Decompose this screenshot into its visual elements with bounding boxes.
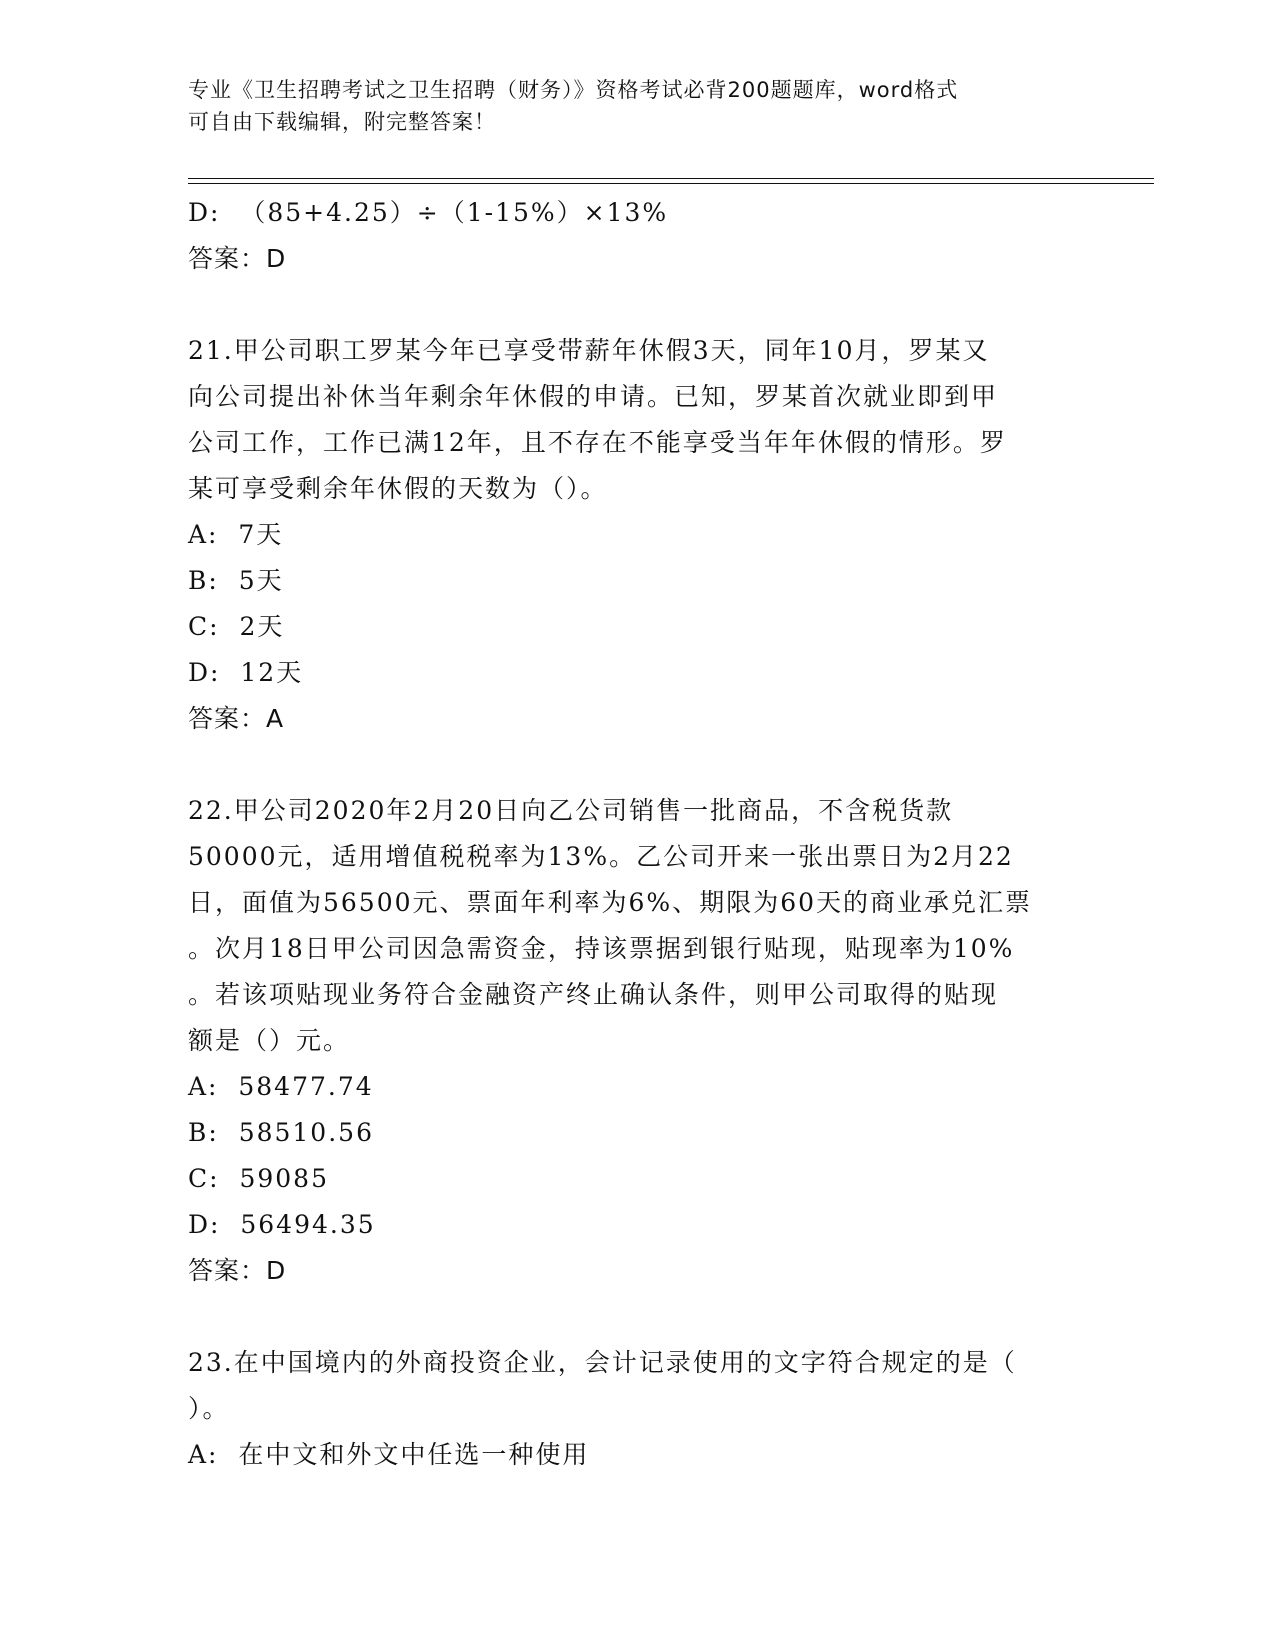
header-line-2: 可自由下载编辑，附完整答案！ xyxy=(188,110,496,134)
option-d: D: 12天 xyxy=(188,658,304,687)
header-line-1: 专业《卫生招聘考试之卫生招聘（财务）》资格考试必背200题题库，word格式 xyxy=(188,78,959,102)
question-text-line: 21.甲公司职工罗某今年已享受带薪年休假3天，同年10月，罗某又 xyxy=(188,336,990,365)
question-23 xyxy=(188,1340,1088,1478)
option-b: B: 5天 xyxy=(188,566,284,595)
header-divider-top xyxy=(188,178,1154,179)
question-text-line: 。若该项贴现业务符合金融资产终止确认条件，则甲公司取得的贴现 xyxy=(188,980,999,1009)
option-a: A: 7天 xyxy=(188,520,284,549)
question-text-line: 日，面值为56500元、票面年利率为6%、期限为60天的商业承兑汇票 xyxy=(188,888,1033,917)
option-d: D: （85+4.25）÷（1-15%）×13% xyxy=(188,198,669,227)
header-divider-bottom xyxy=(188,183,1154,184)
question-text-line: 某可享受剩余年休假的天数为（）。 xyxy=(188,474,608,503)
answer: 答案：A xyxy=(188,704,285,733)
option-c: C: 59085 xyxy=(188,1164,329,1193)
question-text-line: 公司工作，工作已满12年，且不存在不能享受当年年休假的情形。罗 xyxy=(188,428,1007,457)
question-text-line: 向公司提出补休当年剩余年休假的申请。已知，罗某首次就业即到甲 xyxy=(188,382,999,411)
question-text-line: 23.在中国境内的外商投资企业，会计记录使用的文字符合规定的是（ xyxy=(188,1348,1017,1377)
option-b: B: 58510.56 xyxy=(188,1118,374,1147)
answer: 答案：D xyxy=(188,244,287,273)
option-a: A: 在中文和外文中任选一种使用 xyxy=(188,1440,590,1469)
answer: 答案：D xyxy=(188,1256,287,1285)
option-c: C: 2天 xyxy=(188,612,285,641)
question-text-line: 额是（）元。 xyxy=(188,1026,351,1055)
question-text-line: 50000元，适用增值税税率为13%。乙公司开来一张出票日为2月22 xyxy=(188,842,1014,871)
question-text-line: ）。 xyxy=(188,1394,230,1423)
option-d: D: 56494.35 xyxy=(188,1210,376,1239)
previous-question-tail xyxy=(188,190,1088,282)
question-text-line: 。次月18日甲公司因急需资金，持该票据到银行贴现，贴现率为10% xyxy=(188,934,1015,963)
option-a: A: 58477.74 xyxy=(188,1072,374,1101)
question-content xyxy=(188,190,1088,1478)
question-text-line: 22.甲公司2020年2月20日向乙公司销售一批商品，不含税货款 xyxy=(188,796,954,825)
question-21 xyxy=(188,328,1088,742)
question-22 xyxy=(188,788,1088,1294)
document-header xyxy=(188,74,1068,138)
